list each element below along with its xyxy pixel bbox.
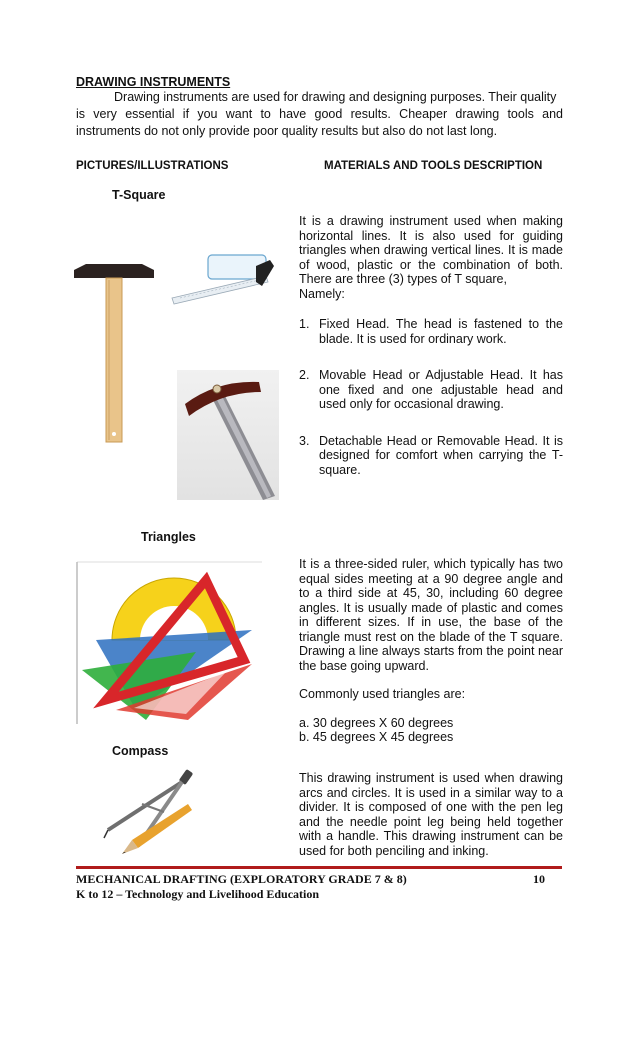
intro-rest: is very essential if you want to have good results. Cheaper drawing tools and instruments do not only provide poor quality results but also do not last long.	[76, 107, 563, 138]
triangles-common-intro: Commonly used triangles are:	[299, 687, 466, 701]
footer-course-title: MECHANICAL DRAFTING (EXPLORATORY GRADE 7 & 8)	[76, 872, 407, 886]
column-header-description: MATERIALS AND TOOLS DESCRIPTION	[324, 160, 543, 172]
intro-line-1: Drawing instruments are used for drawing and designing purposes. Their quality	[114, 90, 557, 104]
page-number: 10	[533, 872, 545, 886]
triangles-image	[76, 560, 262, 725]
triangles-description	[299, 557, 563, 745]
list-item: 2. Movable Head or Adjustable Head. It has one fixed and one adjustable head and used only for occasional drawing.	[299, 368, 563, 411]
page-title: DRAWING INSTRUMENTS	[76, 75, 231, 89]
compass-description	[299, 771, 563, 858]
triangle-type-b: b. 45 degrees X 45 degrees	[299, 730, 454, 744]
tsquare-description	[299, 214, 563, 301]
footer-program: K to 12 – Technology and Livelihood Education	[76, 887, 320, 901]
tsquare-description-text: It is a drawing instrument used when making horizontal lines. It is also used for guiding triangles when drawing vertical lines. It is made of wood, plastic or the combination of both. There are three (3) types of T square,	[299, 214, 563, 286]
tsquare-namely: Namely:	[299, 286, 345, 301]
intro-paragraph	[76, 89, 563, 140]
footer-rule	[76, 866, 562, 869]
compass-label: Compass	[112, 744, 169, 758]
plastic-tsquare-image	[170, 252, 280, 310]
column-header-pictures: PICTURES/ILLUSTRATIONS	[76, 160, 229, 172]
wooden-tsquare-image	[72, 262, 156, 444]
detachable-tsquare-image	[177, 370, 279, 500]
compass-description-text: This drawing instrument is used when drawing arcs and circles. It is used in a similar way to a divider. It is composed of one with the pen leg and the needle point leg being held together with a handle. This drawing instrument can be used for both penciling and inking.	[299, 771, 563, 858]
tsquare-types-list	[299, 317, 563, 499]
triangle-type-a: a. 30 degrees X 60 degrees	[299, 715, 454, 730]
triangles-label: Triangles	[141, 530, 196, 544]
triangles-description-text: It is a three-sided ruler, which typically has two equal sides meeting at a 90 degree angle and to a third side at 45, 30, including 60 degree angles. It is usually made of plastic and comes in different sizes. If in use, the base of the triangle must rest on the blade of the T square. Drawing a line always starts from the point near the base going upward.	[299, 557, 563, 673]
list-item: 3. Detachable Head or Removable Head. It is designed for comfort when carrying the T-square.	[299, 433, 563, 477]
compass-image	[102, 768, 196, 856]
list-item: 1. Fixed Head. The head is fastened to the blade. It is used for ordinary work.	[299, 317, 563, 346]
tsquare-label: T-Square	[112, 188, 166, 202]
